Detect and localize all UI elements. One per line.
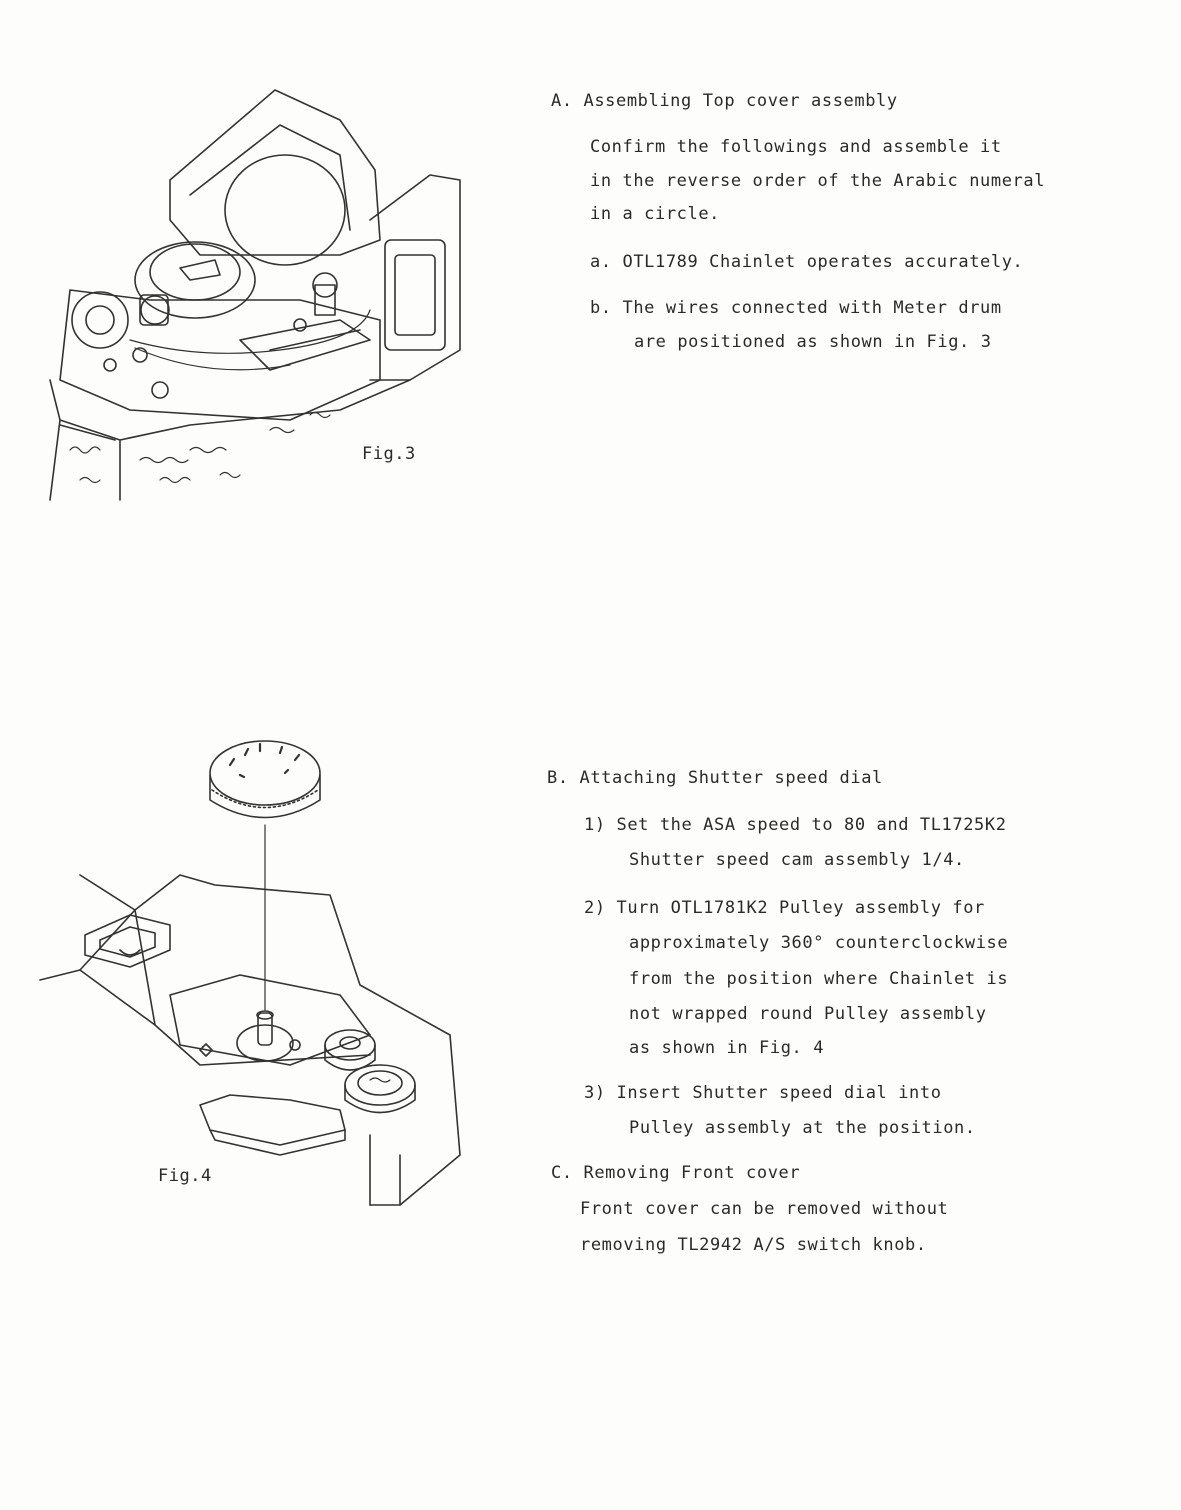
- section-c-line: Front cover can be removed without: [580, 1199, 949, 1219]
- fig3-illustration: [40, 80, 520, 510]
- section-a-intro-line: Confirm the followings and assemble it: [590, 137, 1002, 157]
- section-b-step2-cont: from the position where Chainlet is: [629, 969, 1009, 989]
- section-b-step1-cont: Shutter speed cam assembly 1/4.: [629, 850, 965, 870]
- section-b-step3-cont: Pulley assembly at the position.: [629, 1118, 976, 1138]
- section-b-step2-cont: approximately 360° counterclockwise: [629, 933, 1009, 953]
- section-a-intro-line: in the reverse order of the Arabic numeral: [590, 171, 1046, 191]
- section-a-item-b: b. The wires connected with Meter drum: [590, 298, 1002, 318]
- fig3-label: Fig.3: [362, 444, 416, 464]
- section-b-heading: B. Attaching Shutter speed dial: [547, 768, 883, 788]
- section-b-step2-cont: as shown in Fig. 4: [629, 1038, 825, 1058]
- section-b-step2-cont: not wrapped round Pulley assembly: [629, 1004, 987, 1024]
- section-a-intro-line: in a circle.: [590, 204, 721, 224]
- section-c-heading: C. Removing Front cover: [551, 1163, 801, 1183]
- section-c-line: removing TL2942 A/S switch knob.: [580, 1235, 927, 1255]
- section-b-step3: 3) Insert Shutter speed dial into: [584, 1083, 942, 1103]
- section-b-step2: 2) Turn OTL1781K2 Pulley assembly for: [584, 898, 985, 918]
- fig4-label: Fig.4: [158, 1166, 212, 1186]
- section-a-item-b-cont: are positioned as shown in Fig. 3: [634, 332, 992, 352]
- fig4-illustration: [40, 735, 480, 1215]
- section-a-heading: A. Assembling Top cover assembly: [551, 91, 898, 111]
- section-b-step1: 1) Set the ASA speed to 80 and TL1725K2: [584, 815, 1007, 835]
- section-a-item-a: a. OTL1789 Chainlet operates accurately.: [590, 252, 1024, 272]
